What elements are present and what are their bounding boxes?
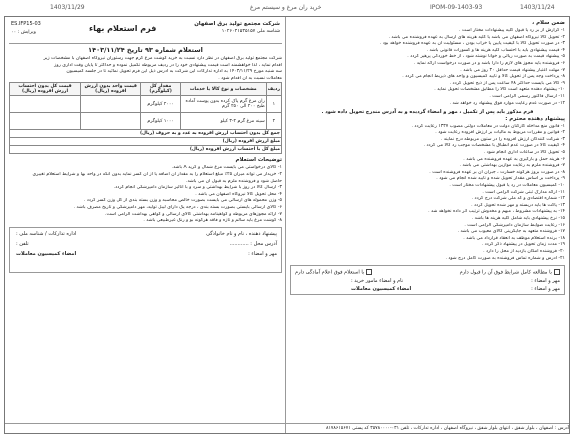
term-line: ۲- تحویل کالا نیروگاه اصفهان می باشد یا کلیه هزینه های ارسال به عهده فروشنده می باشد .	[388, 34, 565, 40]
note-line: حاصل شود و فروشنده ملزم به قبول آن می باشد.	[186, 178, 282, 184]
bidder-address: آدرس محل : ............	[229, 241, 277, 248]
note-line: ۴- محل تحویل کالا نیروگاه اصفهان می باشد .	[195, 191, 282, 197]
price-input-cell[interactable]	[10, 113, 81, 130]
term2-line: ۲- قوانین و مقررات مربوط به مالیات بر ارزش افزوده رعایت شود .	[435, 130, 565, 136]
table-header-cell: مقدار کل (کیلوگرم)	[141, 83, 180, 96]
table-cell: ۲۰۰۰ کیلوگرم	[141, 96, 180, 113]
term-line: ۷- مهلت اعتبار پیشنهاد قیمت حداقل ۳۰ روز می باشد .	[460, 67, 565, 73]
form-code: ES.IFP15-03	[11, 21, 41, 27]
term2-line: ۱۴- به پیشنهادات مشروط ، مبهم و مخدوش ترتیب اثر داده نخواهد شد .	[428, 209, 565, 215]
commission-signature: امضاء کمیسیون معاملات	[16, 251, 77, 258]
right-sig-note: نام و امضاء مامور خرید :	[351, 277, 404, 284]
intro-text	[9, 56, 282, 82]
notes-title: توضیحات استعلام	[235, 157, 282, 164]
note-line: ۳- ارسال کالا در روز با شرایط بهداشتی و سرد و با آنالیز سازمان دامپزشکی انجام گردد.	[113, 185, 282, 191]
term-line: ۸- پرداخت وجه پس از تحویل کالا و تایید کمیسیون و واحد های ذیربط انجام می گردد .	[402, 74, 565, 80]
checkbox-icon	[366, 269, 372, 275]
table-cell: ۲	[266, 113, 281, 130]
note-line: ۶- کالای ارسالی بایستی بصورت بسته بندی ، درجه یک دارای لیبل تولید، مهر دامپزشکی و تاریخ مصرف باشد .	[73, 204, 282, 210]
table-header-cell: قیمت واحد بدون ارزش افزوده (ریال)	[80, 83, 140, 96]
term2-line: ۲۱- آدرس و شماره تماس فروشنده به صورت کامل درج شود .	[445, 255, 565, 261]
table-row	[10, 96, 282, 113]
table-header-cell: قیمت کل بدون احتساب ارزش افزوده (ریال)	[10, 83, 81, 96]
term-line: ۱- گزارش از بر رد یا قبول کلیه پیشنهادات مختار است .	[459, 28, 565, 33]
term2-line: ۹- پرداخت بر اساس مقدار تحویل شده و تایید شده انجام می شود .	[436, 176, 565, 182]
term2-line: ۱۱- ارائه مدارک ثبتی شرکت الزامی است .	[482, 189, 565, 195]
browser-top-bar	[0, 0, 576, 15]
term2-line: ۵- تحویل کالا در ساعات اداری انجام شود .	[483, 150, 565, 155]
agree-checkbox-2[interactable]: با استعلام فوق اعلام آمادگی دارم	[295, 269, 372, 276]
vat-row: مبلغ ارزش افزوده (ریال)	[10, 138, 282, 146]
total-row: مبلغ کل با احتساب ارزش افزوده (ریال)	[10, 146, 282, 154]
table-cell: سینه مرغ گرم ۲-۳ کیلو	[180, 113, 266, 130]
notes-list	[9, 165, 282, 224]
note-line: ۲- خریدار می تواند میزان ۲۵٪ مبلغ استعلام را به مقدار آن اضافه یا از آن کسر نماید بدون آنکه در واحد بها و شرایط استعلام تغییری	[32, 171, 282, 177]
price-input-cell[interactable]	[80, 113, 140, 130]
term2-line: ۱۵- نرخ پیشنهادی باید شامل کلیه هزینه ها باشد .	[471, 215, 565, 221]
table-header-cell: ردیف	[266, 83, 281, 96]
top-left-date: 1403/11/29	[50, 4, 85, 11]
note-line: ۷- ارائه مجوزهای مربوطه و گواهینامه بهداشتی کالای ارسالی و گواهی بهداشت الزامی است.	[105, 211, 282, 217]
term-line: ۶- فروشنده باید مجوز های لازم را دارا باشد و در صورت درخواست ارائه نماید .	[413, 60, 565, 66]
bidder-name: پیشنهاد دهنده ، نام و نام خانوادگی	[206, 231, 277, 238]
term2-line: ۱۷- فروشنده متعهد به جایگزینی کالای معیوب می باشد .	[457, 229, 565, 235]
term2-line: ۳- شرکت کنندگان ارزش افزوده را در ستون مربوطه درج نمایند .	[440, 136, 565, 142]
checkbox-icon	[554, 269, 560, 275]
page-footer: آدرس : اصفهان ، بلوار شفق ، انتهای بلوار شفق ، نیروگاه اصفهان ، اداره تدارکات ، تلفن ۰۳۱-۳۵۷۸۰۰۰۰ کد پستی ۸۱۷۸۶۱۵۶۷۱	[5, 423, 569, 433]
left-signature-box	[9, 227, 282, 273]
top-center-title: خرید ران مرغ و سیستم مرغ	[250, 4, 322, 11]
term2-line: ۱۶- رعایت ضوابط سازمان دامپزشکی الزامی است .	[464, 222, 565, 228]
note-line: ۱- کالای درخواستی می بایست مرغ شمال و گرید A باشد.	[171, 165, 282, 171]
term-line: ۵- پیشنهاد قیمت به صورت ریالی و خوانا نوشته شود ، از خط خوردگی پرهیز گردد .	[407, 54, 565, 60]
note-line: ۵- وزن محموله های ارسالی می بایست بصورت خالص محاسبه و وزن بسته بندی از کل وزن کسر گردد .	[83, 198, 282, 204]
terms-notice: فرم مذکور باید پس از تکمیل ، مهر و امضاء گردیده و به آدرس مندرج تحویل داده شود .	[321, 108, 534, 115]
term2-line: ۲۰- فروشنده امکان بازدید از محل را دارد .	[483, 248, 565, 254]
table-row	[10, 113, 282, 130]
term-line: ۱۰- پیشنهاد دهنده متعهد است کالا را مطابق مشخصات تحویل نماید .	[434, 87, 565, 93]
intro-line: سه شنبه مورخ ۱۴۰۳/۱۱/۲۹ به اداره تدارکات این شرکت به آدرس ذیل این فرم تحویل نمائید تا در جلسه کمیسیون	[66, 69, 282, 75]
terms2-list	[290, 124, 565, 262]
term2-line: ۱۸- برنده استعلام موظف به انعقاد قرارداد می باشد .	[463, 235, 565, 241]
term-line: ۱۲- در صورت عدم رعایت موارد فوق پیشنهاد رد خواهد شد .	[449, 100, 565, 106]
note-line: ۸- گوشت مرغ باید سالم و تازه و فاقد هرگونه بو و رنگ غیرطبیعی باشد .	[143, 218, 282, 224]
form-version: ویرایش : ۰۰	[11, 30, 36, 35]
term-line: ۳- در صورت تحویل کالا با کیفیت پایین یا خراب بودن ، مسئولیت آن به عهده فروشنده خواهد بود .	[379, 41, 565, 47]
term2-line: ۱۲- شماره اقتصادی و کد ملی شرکت درج گردد .	[471, 196, 565, 202]
right-sig-commission: امضاء کمیسیون معاملات	[351, 285, 412, 292]
table-header-cell: مشخصات و نوع کالا یا خدمات	[180, 83, 266, 96]
terms-list	[290, 28, 565, 107]
term2-line: ۱۳- پاکت ها باید دربسته و مهر شده تحویل گردد .	[471, 202, 565, 208]
form-title: فرم استعلام بهاء	[89, 24, 157, 33]
price-input-cell[interactable]	[10, 96, 81, 113]
table-body	[10, 96, 282, 130]
right-sig-name: مهر و امضاء :	[531, 277, 560, 284]
terms-greeting: ضمن سلام ،	[532, 20, 565, 26]
table-cell: ۱	[266, 96, 281, 113]
form-header	[9, 19, 282, 44]
agree-checkbox-1[interactable]: با مطالعه کامل شرایط فوق آن را قبول دارم	[460, 269, 560, 276]
document-sheet	[4, 16, 570, 434]
term2-line: ۷- فروشنده ملزم به رعایت موازین بهداشتی می باشد .	[459, 163, 565, 169]
term2-line: ۴- کیفیت کالا در صورت عدم انطباق با مشخصات موجب رد کالا می گردد .	[423, 143, 565, 149]
company-name: شرکت مجتمع تولید برق اصفهان	[194, 21, 280, 27]
right-sig-seal: مهر و امضاء :	[531, 285, 560, 292]
request-number-line: استعلام شماره ۹۳ تاریخ ۱۴۰۳/۱۱/۲۴	[88, 46, 203, 54]
bidder-seal: مهر و امضاء :	[248, 251, 277, 258]
term-line: ۹- کالا می بایست حداکثر ۴۸ ساعت پس از ذبح تحویل گردد .	[449, 80, 565, 86]
terms2-title: پیشنهاد دهنده محترم :	[505, 115, 565, 122]
table-cell: ران مرغ گرم پاک کرده بدون پوست آماده طبخ ۲۰۰ الی ۲۵۰ گرم	[180, 96, 266, 113]
term2-line: ۱۹- مدت زمان تحویل در پیشنهاد ذکر گردد .	[481, 242, 565, 248]
term-line: ۱۱- ارسال فاکتور رسمی الزامی است .	[489, 93, 565, 99]
term2-line: ۸- در صورت بروز هرگونه خسارت ، جبران آن بر عهده فروشنده است .	[429, 169, 565, 175]
sum-row: جمع کل بدون احتساب ارزش افزوده به عدد و به حروف (ریال)	[10, 130, 282, 138]
dept-phone: تلفن :	[16, 241, 29, 248]
price-input-cell[interactable]	[80, 96, 140, 113]
term2-line: ۶- هزینه حمل و بارگیری به عهده فروشنده می باشد .	[463, 156, 565, 162]
term-line: ۴- قیمت پیشنهادی باید با احتساب کلیه هزینه ها و کسورات قانونی باشد .	[426, 47, 565, 53]
items-table	[9, 82, 282, 154]
table-cell: ۱۰۰۰ کیلوگرم	[141, 113, 180, 130]
term2-line: ۱- قانون منع مداخله کارکنان دولت در معاملات دولتی مصوب ۱۳۳۷ رعایت گردد .	[411, 123, 565, 129]
company-id: شناسه ملی ۱۰۲۶۰۴۱۵۳۵۱۵۷	[221, 29, 280, 34]
terms-panel	[285, 17, 569, 433]
dept-id: اداره تدارکات / شناسه ملی :	[16, 231, 77, 238]
intro-line: معاملات نسبت به آن اقدام شود .	[218, 75, 282, 81]
top-right-code: IPOM-09-1403-93	[430, 4, 483, 11]
top-right-date: 1403/11/24	[520, 4, 555, 11]
term2-line: ۱۰- کمیسیون معاملات در رد یا قبول پیشنهادات مختار است .	[449, 182, 565, 188]
intro-line: اقدام نماید ، لذا خواهشمند است قیمت پیشنهادی خود را در ردیف مربوطه تکمیل نموده و حداکثر تا پایان وقت اداری روز	[54, 62, 282, 68]
table-header-row	[10, 83, 282, 96]
inquiry-form-panel	[5, 17, 286, 433]
intro-line: شرکت مجتمع تولید برق اصفهان در نظر دارد نسبت به خرید گوشت مرغ گرم جهت رستوران نیروگاه اصفهان با مشخصات زیر	[43, 56, 282, 61]
right-signature-box	[290, 265, 565, 295]
